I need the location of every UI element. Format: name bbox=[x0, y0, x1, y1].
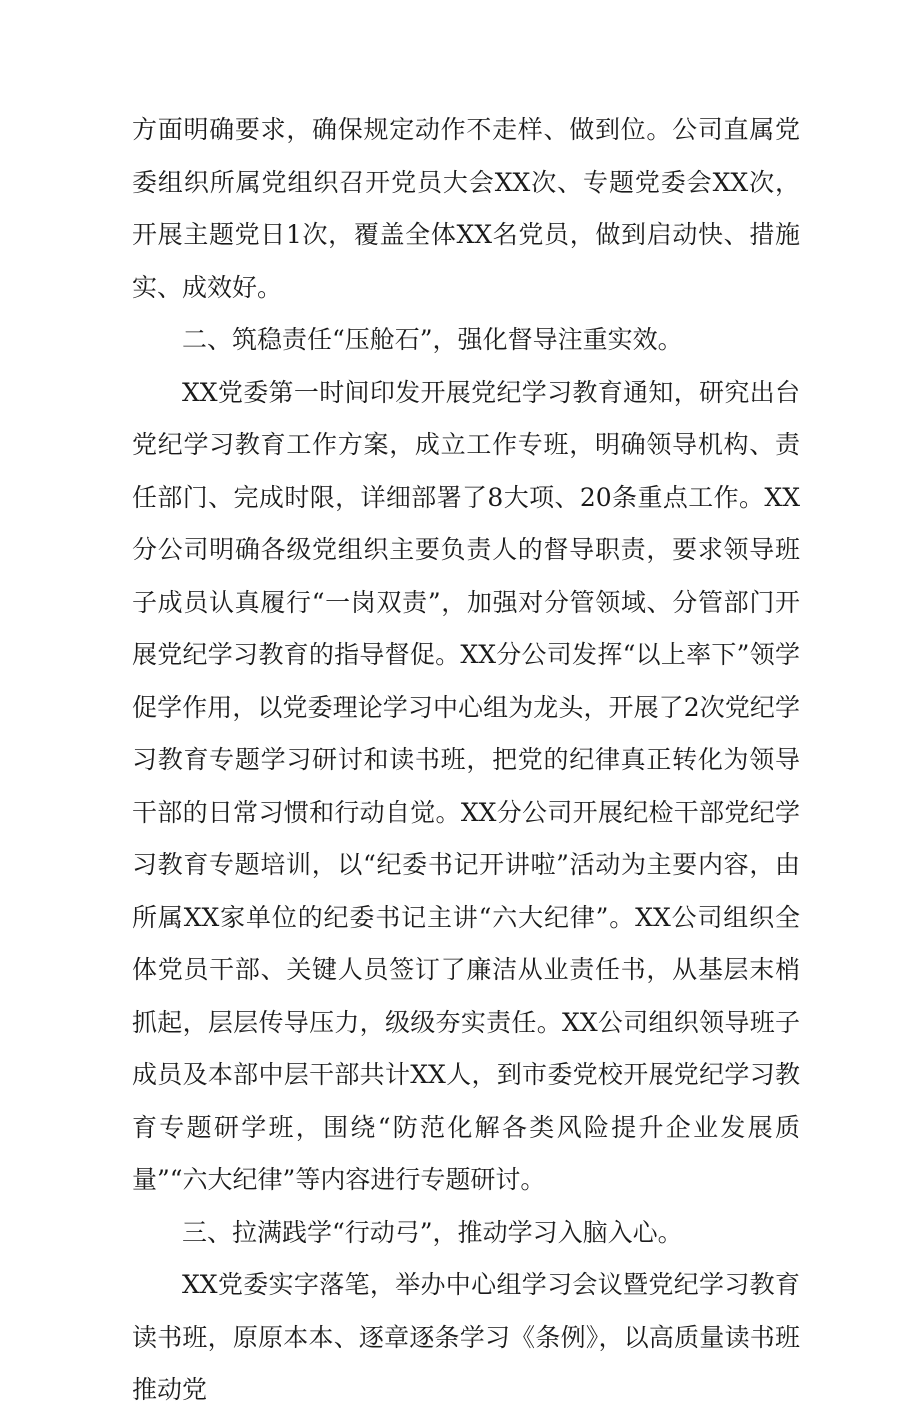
section-heading-2: 二、筑稳责任“压舱石”，强化督导注重实效。 bbox=[182, 325, 683, 354]
paragraph-section-3: XX党委实字落笔，举办中心组学习会议暨党纪学习教育读书班，原原本本、逐章逐条学习《条例》，以高质量读书班推动党 bbox=[132, 1270, 800, 1404]
section-heading-3: 三、拉满践学“行动弓”，推动学习入脑入心。 bbox=[182, 1217, 683, 1247]
paragraph-continued: 方面明确要求，确保规定动作不走样、做到位。公司直属党委组织所属党组织召开党员大会XX次、专题党委会XX次，开展主题党日1次，覆盖全体XX名党员，做到启动快、措施实、成效好。 bbox=[132, 115, 800, 302]
document-body bbox=[132, 104, 800, 1417]
paragraph-section-2: XX党委第一时间印发开展党纪学习教育通知，研究出台党纪学习教育工作方案，成立工作专班，明确领导机构、责任部门、完成时限，详细部署了8大项、20条重点工作。XX分公司明确各级党组织主要负责人的督导职责，要求领导班子成员认真履行“一岗双责”，加强对分管领域、分管部门开展党纪学习教育的指导督促。XX分公司发挥“以上率下”领学促学作用，以党委理论学习中心组为龙头，开展了2次党纪学习教育专题学习研讨和读书班，把党的纪律真正转化为领导干部的日常习惯和行动自觉。XX分公司开展纪检干部党纪学习教育专题培训，以“纪委书记开讲啦”活动为主要内容，由所属XX家单位的纪委书记主讲“六大纪律”。XX公司组织全体党员干部、关键人员签订了廉洁从业责任书，从基层末梢抓起，层层传导压力，级级夯实责任。XX公司组织领导班子成员及本部中层干部共计XX人，到市委党校开展党纪学习教育专题研学班，围绕“防范化解各类风险提升企业发展质量”“六大纪律”等内容进行专题研讨。 bbox=[132, 377, 800, 1194]
